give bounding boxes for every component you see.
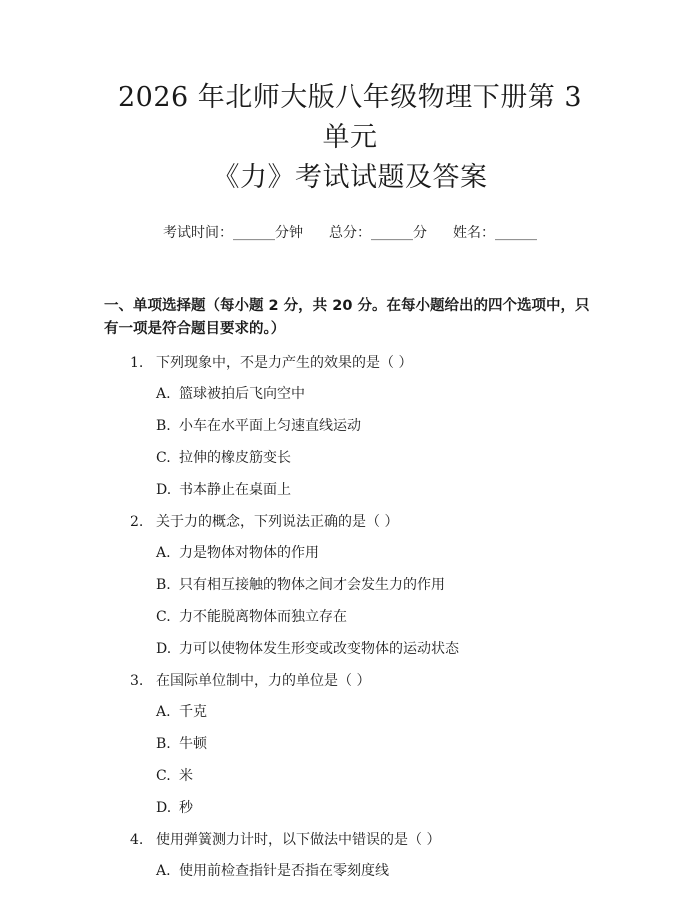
option-letter: C. bbox=[156, 450, 171, 466]
question-number: 4. bbox=[130, 832, 144, 848]
option-d bbox=[104, 798, 596, 818]
option-text: 小车在水平面上匀速直线运动 bbox=[179, 418, 361, 434]
question-number: 3. bbox=[130, 673, 144, 689]
option-b bbox=[104, 416, 596, 436]
option-d bbox=[104, 639, 596, 659]
question-stem bbox=[104, 830, 596, 850]
option-letter: C. bbox=[156, 768, 171, 784]
option-letter: D. bbox=[156, 800, 172, 816]
question-2 bbox=[104, 512, 596, 659]
option-text: 力可以使物体发生形变或改变物体的运动状态 bbox=[179, 641, 459, 657]
question-number: 1. bbox=[130, 355, 144, 371]
section-heading-single-choice: 一、单项选择题（每小题 2 分，共 20 分。在每小题给出的四个选项中，只有一项是符合题目要求的。） bbox=[104, 298, 590, 337]
total-score-field: 总分：______分 bbox=[329, 225, 427, 241]
question-1 bbox=[104, 353, 596, 500]
option-text: 秒 bbox=[179, 800, 193, 816]
option-letter: A. bbox=[156, 545, 171, 561]
option-text: 书本静止在桌面上 bbox=[179, 482, 291, 498]
option-text: 力是物体对物体的作用 bbox=[179, 545, 319, 561]
question-number: 2. bbox=[130, 514, 144, 530]
question-list bbox=[104, 353, 596, 881]
student-name-field: 姓名：______ bbox=[453, 225, 537, 241]
option-d bbox=[104, 480, 596, 500]
exam-time-field: 考试时间：______分钟 bbox=[163, 225, 303, 241]
option-a bbox=[104, 384, 596, 404]
option-letter: C. bbox=[156, 609, 171, 625]
question-4 bbox=[104, 830, 596, 881]
option-text: 使用前检查指针是否指在零刻度线 bbox=[179, 863, 389, 879]
question-stem bbox=[104, 512, 596, 532]
option-letter: A. bbox=[156, 863, 171, 879]
option-text: 牛顿 bbox=[179, 736, 207, 752]
question-stem bbox=[104, 671, 596, 691]
option-c bbox=[104, 766, 596, 786]
option-b bbox=[104, 575, 596, 595]
question-stem bbox=[104, 353, 596, 373]
exam-info-line bbox=[104, 223, 596, 243]
option-c bbox=[104, 607, 596, 627]
option-a bbox=[104, 861, 596, 881]
title-line-1: 2026 年北师大版八年级物理下册第 3 单元 bbox=[117, 82, 583, 153]
option-text: 拉伸的橡皮筋变长 bbox=[179, 450, 291, 466]
option-letter: A. bbox=[156, 704, 171, 720]
option-letter: B. bbox=[156, 418, 171, 434]
question-3 bbox=[104, 671, 596, 818]
option-letter: D. bbox=[156, 482, 172, 498]
option-text: 力不能脱离物体而独立存在 bbox=[179, 609, 347, 625]
option-text: 米 bbox=[179, 768, 193, 784]
option-c bbox=[104, 448, 596, 468]
option-text: 篮球被拍后飞向空中 bbox=[179, 386, 305, 402]
question-text: 关于力的概念，下列说法正确的是（ ） bbox=[156, 514, 399, 530]
option-letter: B. bbox=[156, 736, 171, 752]
option-b bbox=[104, 734, 596, 754]
option-letter: A. bbox=[156, 386, 171, 402]
option-text: 只有相互接触的物体之间才会发生力的作用 bbox=[179, 577, 445, 593]
question-text: 在国际单位制中，力的单位是（ ） bbox=[156, 673, 371, 689]
exam-title bbox=[104, 0, 596, 198]
option-text: 千克 bbox=[179, 704, 207, 720]
option-a bbox=[104, 702, 596, 722]
title-line-2: 《力》考试试题及答案 bbox=[212, 162, 488, 193]
question-text: 下列现象中，不是力产生的效果的是（ ） bbox=[156, 355, 413, 371]
option-a bbox=[104, 543, 596, 563]
question-text: 使用弹簧测力计时，以下做法中错误的是（ ） bbox=[156, 832, 441, 848]
option-letter: B. bbox=[156, 577, 171, 593]
option-letter: D. bbox=[156, 641, 172, 657]
